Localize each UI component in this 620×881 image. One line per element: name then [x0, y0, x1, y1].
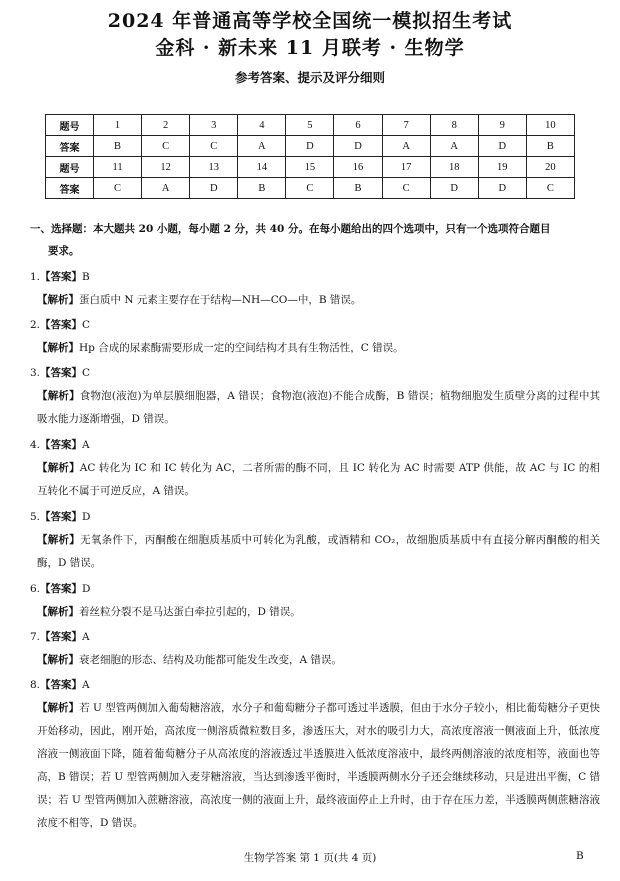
- exam-title: 2024 年普通高等学校全国统一模拟招生考试: [107, 10, 513, 32]
- document-heading: 参考答案、提示及评分细则: [234, 70, 385, 85]
- answer-value: D: [82, 511, 91, 523]
- question-5: [30, 506, 600, 575]
- explanation-text: AC 转化为 IC 和 IC 转化为 AC，二者所需的酶不同，且 IC 转化为 AC 时需要 ATP 供能，故 AC 与 IC 的相互转化不属于可逆反应，A 错误。: [37, 462, 601, 497]
- answer-line: [30, 362, 600, 385]
- explanation-tag: 【解析】: [37, 654, 79, 666]
- explanation-text: 蛋白质中 N 元素主要存在于结构—NH—CO—中，B 错误。: [79, 294, 362, 306]
- explanation-tag: 【解析】: [37, 606, 79, 618]
- explanation: [30, 649, 600, 672]
- explanation-text: 食物泡(液泡)为单层膜细胞器，A 错误；食物泡(液泡)不能合成酶，B 错误；植物细胞发生质壁分离的过程中其吸水能力逐渐增强，D 错误。: [37, 390, 601, 425]
- question-1: [30, 266, 600, 312]
- explanation-tag: 【解析】: [37, 534, 81, 546]
- explanation: [30, 529, 600, 575]
- question-4: [30, 434, 600, 503]
- question-number-cell: 14: [238, 157, 286, 178]
- question-number: 7.: [30, 631, 41, 643]
- question-number-cell: 13: [190, 157, 238, 178]
- answer-tag: 【答案】: [40, 511, 83, 523]
- question-number: 3.: [30, 367, 41, 379]
- page-number: 生物学答案 第 1 页(共 4 页): [243, 852, 377, 864]
- answer-line: [30, 314, 600, 337]
- answer-cell: B: [238, 178, 286, 199]
- question-3: [30, 362, 600, 431]
- answer-table: [45, 114, 575, 199]
- answer-cell: D: [286, 136, 334, 157]
- section-heading-text: 一、选择题：本大题共 20 小题，每小题 2 分，共 40 分。在每小题给出的四个选项中，只有一个选项符合题目: [30, 223, 551, 235]
- answer-value: B: [82, 271, 90, 283]
- answer-cell: A: [382, 136, 430, 157]
- explanation: [30, 337, 600, 360]
- question-number-cell: 7: [382, 115, 430, 136]
- answer-cell: C: [190, 136, 238, 157]
- question-number-cell: 11: [94, 157, 142, 178]
- answer-line: [30, 434, 600, 457]
- question-number-cell: 17: [382, 157, 430, 178]
- question-number-cell: 6: [334, 115, 382, 136]
- answer-cell: C: [286, 178, 334, 199]
- answer-value: A: [82, 679, 90, 691]
- exam-subtitle: 金科 · 新未来 11 月联考 · 生物学: [155, 37, 465, 59]
- answer-cell: C: [526, 178, 574, 199]
- question-number-cell: 2: [142, 115, 190, 136]
- question-number-cell: 15: [286, 157, 334, 178]
- question-6: [30, 578, 600, 624]
- answer-cell: B: [334, 178, 382, 199]
- answer-cell: D: [478, 136, 526, 157]
- answer-line: [30, 506, 600, 529]
- question-number-cell: 16: [334, 157, 382, 178]
- answer-tag: 【答案】: [40, 679, 83, 691]
- answer-value: C: [82, 319, 91, 331]
- answer-value: A: [82, 631, 90, 643]
- question-number-cell: 8: [430, 115, 478, 136]
- explanation: [30, 457, 600, 503]
- answer-value: C: [82, 367, 91, 379]
- question-number-cell: 20: [526, 157, 574, 178]
- question-number-label: 题号: [46, 157, 94, 178]
- explanation-text: 着丝粒分裂不是马达蛋白牵拉引起的，D 错误。: [79, 606, 301, 618]
- answer-cell: A: [142, 178, 190, 199]
- answer-cell: C: [382, 178, 430, 199]
- answer-line: [30, 626, 600, 649]
- paper-version: B: [576, 850, 584, 862]
- answer-value: A: [82, 439, 90, 451]
- question-number-cell: 18: [430, 157, 478, 178]
- question-number-row-2: [46, 157, 575, 178]
- question-2: [30, 314, 600, 360]
- answer-tag: 【答案】: [40, 271, 83, 283]
- answer-cell: D: [190, 178, 238, 199]
- answer-row-2: [46, 178, 575, 199]
- explanation: [30, 697, 600, 835]
- section-heading-continued: 要求。: [48, 245, 80, 257]
- explanation-tag: 【解析】: [37, 702, 80, 714]
- explanation: [30, 385, 600, 431]
- answer-line: [30, 266, 600, 289]
- explanation: [30, 289, 600, 312]
- question-number: 4.: [30, 439, 41, 451]
- question-number-cell: 4: [238, 115, 286, 136]
- answer-cell: C: [142, 136, 190, 157]
- question-number-cell: 19: [478, 157, 526, 178]
- question-number-cell: 12: [142, 157, 190, 178]
- answer-tag: 【答案】: [40, 439, 83, 451]
- answer-tag: 【答案】: [40, 319, 83, 331]
- explanation-text: Hp 合成的尿素酶需要形成一定的空间结构才具有生物活性，C 错误。: [79, 342, 404, 354]
- answer-line: [30, 578, 600, 601]
- answer-tag: 【答案】: [40, 367, 83, 379]
- explanation-text: 衰老细胞的形态、结构及功能都可能发生改变，A 错误。: [79, 654, 342, 666]
- answer-line: [30, 674, 600, 697]
- section-heading: [30, 218, 596, 262]
- explanation-tag: 【解析】: [37, 342, 79, 354]
- answer-tag: 【答案】: [40, 583, 83, 595]
- answer-value: D: [82, 583, 91, 595]
- answer-cell: A: [430, 136, 478, 157]
- explanation: [30, 601, 600, 624]
- explanation-tag: 【解析】: [37, 462, 80, 474]
- question-number-cell: 10: [526, 115, 574, 136]
- question-8: [30, 674, 600, 835]
- answer-cell: B: [94, 136, 142, 157]
- question-number-cell: 3: [190, 115, 238, 136]
- question-7: [30, 626, 600, 672]
- answer-cell: B: [526, 136, 574, 157]
- answer-row-1: [46, 136, 575, 157]
- answer-tag: 【答案】: [40, 631, 83, 643]
- question-number-cell: 9: [478, 115, 526, 136]
- answer-label: 答案: [46, 178, 94, 199]
- question-number: 2.: [30, 319, 41, 331]
- question-number: 5.: [30, 511, 41, 523]
- answer-label: 答案: [46, 136, 94, 157]
- explanation-text: 无氧条件下，丙酮酸在细胞质基质中可转化为乳酸，或酒精和 CO₂，故细胞质基质中有直接分解丙酮酸的相关酶，D 错误。: [37, 534, 601, 569]
- answer-cell: D: [478, 178, 526, 199]
- answer-cell: C: [94, 178, 142, 199]
- answer-cell: D: [430, 178, 478, 199]
- question-number-label: 题号: [46, 115, 94, 136]
- explanation-text: 若 U 型管两侧加入葡萄糖溶液，水分子和葡萄糖分子都可透过半透膜，但由于水分子较小，相比葡萄糖分子更快开始移动，因此，刚开始，高浓度一侧溶质微粒数目多，渗透压大，对水的吸引力大，高浓度溶液一侧液面上升，低浓度溶液一侧液面下降，随着葡萄糖分子从高浓度的溶液透过半透膜进入低浓度溶液中，最终两侧溶液的浓度相等，液面也等高，B 错误；若 U 型管两侧加入麦芽糖溶液，当达到渗透平衡时，半透膜两侧水分子还会继续移动，只是进出平衡，C 错误；若 U 型管两侧加入蔗糖溶液，高浓度一侧的液面上升，最终液面停止上升时，由于存在压力差，半透膜两侧蔗糖溶液浓度不相等，D 错误。: [37, 702, 601, 829]
- question-number-cell: 5: [286, 115, 334, 136]
- question-number: 8.: [30, 679, 41, 691]
- question-number: 1.: [30, 271, 41, 283]
- question-number: 6.: [30, 583, 41, 595]
- explanation-tag: 【解析】: [37, 390, 80, 402]
- question-number-row-1: [46, 115, 575, 136]
- explanation-tag: 【解析】: [37, 294, 79, 306]
- answer-cell: A: [238, 136, 286, 157]
- question-number-cell: 1: [94, 115, 142, 136]
- answer-cell: D: [334, 136, 382, 157]
